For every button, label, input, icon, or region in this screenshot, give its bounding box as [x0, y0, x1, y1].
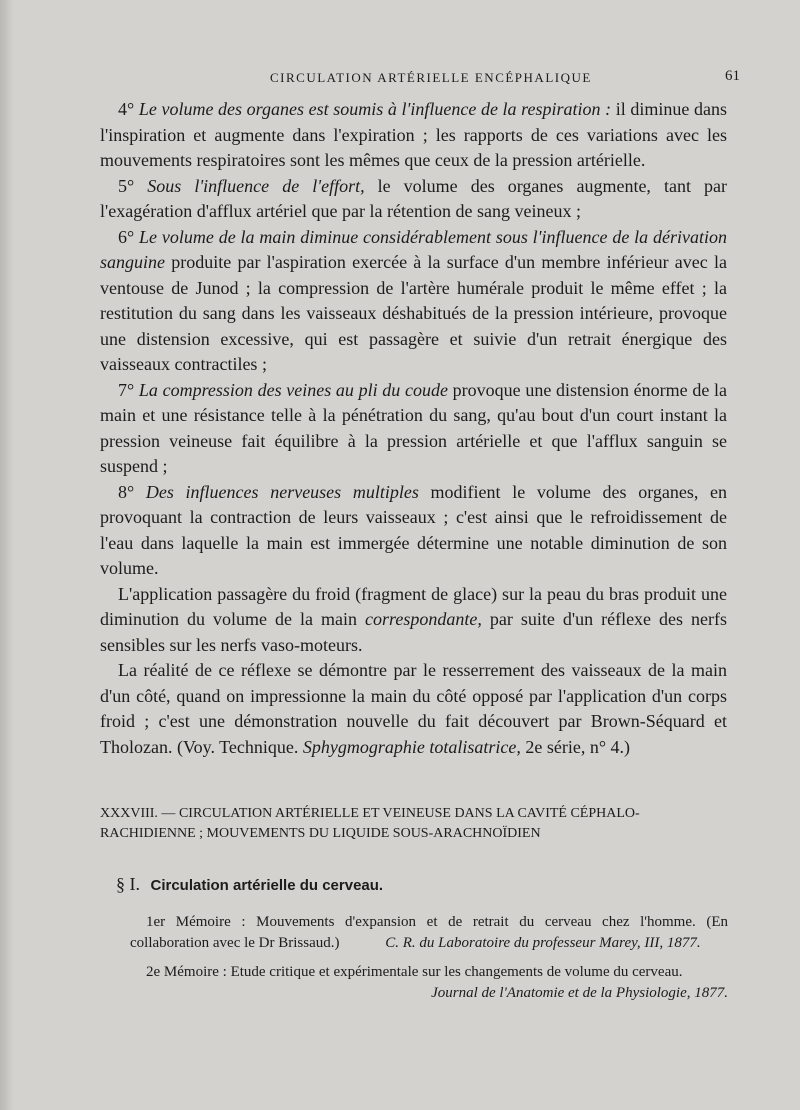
running-header: [60, 68, 740, 90]
reference-text: [130, 912, 728, 954]
paragraph-6: [100, 225, 727, 378]
paragraph-text: 2e série, n° 4.): [525, 736, 631, 757]
paragraph-8: [100, 480, 727, 582]
paragraph-text: modifient le volume des organes, en provoquant la contraction de leurs vaisseaux ; c'est ainsi que le refroidissement de l'eau dans laquelle la main est immergée détermine une notable diminution de son volume.: [100, 481, 728, 578]
subsection-label: § I.: [116, 874, 140, 894]
reference-description: Mémoire : Etude critique et expérimentale sur les changements de volume du cerveau.: [163, 964, 683, 980]
italic-phrase: Sphygmographie totalisatrice,: [302, 736, 521, 757]
section-title: CIRCULATION ARTÉRIELLE ET VEINEUSE DANS LA CAVITÉ CÉPHALO-RACHIDIENNE ; MOUVEMENTS DU LIQUIDE SOUS-ARACHNOÏDIEN: [100, 806, 640, 841]
paragraph-text: La réalité de ce réflexe se démontre par le resserrement des vaisseaux de la main d'un côté, quand on impressionne la main du côté opposé par l'application d'un corps froid ; c'est une démonstration nouvelle du fait découvert par Brown-Séquard et Tholozan. (Voy. Technique.: [100, 660, 727, 757]
reference-ordinal: 2e: [146, 964, 161, 980]
page-number: 61: [725, 68, 740, 84]
paragraph-text: par suite d'un réflexe des nerfs sensibles sur les nerfs vaso-moteurs.: [100, 609, 728, 655]
reference-item: [130, 962, 728, 1004]
running-title: CIRCULATION ARTÉRIELLE ENCÉPHALIQUE: [270, 70, 592, 85]
item-number: 4°: [118, 99, 135, 119]
item-number: 7°: [118, 379, 135, 400]
paragraph-text: le volume des organes augmente, tant par l'exagération d'afflux artériel que par la rétention de sang veineux ;: [100, 175, 728, 221]
reference-item: [130, 912, 728, 954]
reference-text: [130, 962, 728, 983]
body-text: [100, 97, 727, 760]
reference-description: Mémoire : Mouvements d'expansion et de retrait du cerveau chez l'homme. (En collaboration avec le Dr Brissaud.): [130, 914, 728, 951]
page-binding-shadow: [0, 0, 14, 1110]
reference-ordinal: 1er: [146, 914, 166, 930]
italic-phrase: Sous l'influence de l'effort,: [147, 175, 365, 196]
paragraph-9: [100, 582, 727, 659]
item-number: 5°: [118, 175, 135, 196]
italic-phrase: La compression des veines au pli du coude: [138, 379, 448, 400]
paragraph-text: L'application passagère du froid (fragment de glace) sur la peau du bras produit une diminution du volume de la main: [100, 583, 727, 629]
subsection-title: Circulation artérielle du cerveau.: [150, 877, 384, 894]
item-number: 6°: [118, 226, 135, 247]
paragraph-text: il diminue dans l'inspiration et augmente dans l'expiration ; les rapports de ces variations avec les mouvements respiratoires sont les mêmes que ceux de la pression artérielle.: [100, 99, 727, 170]
italic-phrase: Le volume des organes est soumis à l'influence de la respiration :: [138, 99, 612, 119]
paragraph-4: [100, 97, 727, 174]
section-number: XXXVIII. —: [100, 806, 176, 821]
reference-source: Journal de l'Anatomie et de la Physiologie, 1877.: [431, 985, 728, 1001]
item-number: 8°: [118, 481, 135, 502]
subsection-heading: [116, 874, 383, 895]
reference-source: C. R. du Laboratoire du professeur Marey, III, 1877.: [385, 935, 701, 951]
reference-list: [130, 912, 728, 1012]
italic-phrase: correspondante,: [365, 609, 482, 629]
paragraph-10: [100, 658, 727, 760]
paragraph-text: produite par l'aspiration exercée à la surface d'un membre inférieur avec la ventouse de Junod ; la compression de l'artère humérale produit le même effet ; la restitution du sang dans les vaisseaux déshabitués de la pression intérieure, provoque une distension excessive, qui est passagère et suivie d'un retrait énergique des vaisseaux contractiles ;: [100, 252, 727, 374]
italic-phrase: Des influences nerveuses multiples: [145, 481, 419, 502]
paragraph-text: provoque une distension énorme de la main et une résistance telle à la pénétration du sang, qu'au bout d'un court instant la pression veineuse fait équilibre à la pression artérielle et que l'afflux sanguin se suspend ;: [100, 379, 727, 476]
section-heading: [100, 804, 727, 844]
paragraph-7: [100, 378, 727, 480]
paragraph-5: [100, 174, 727, 225]
italic-phrase: Le volume de la main diminue considérablement sous l'influence de la dérivation sanguine: [100, 226, 727, 272]
